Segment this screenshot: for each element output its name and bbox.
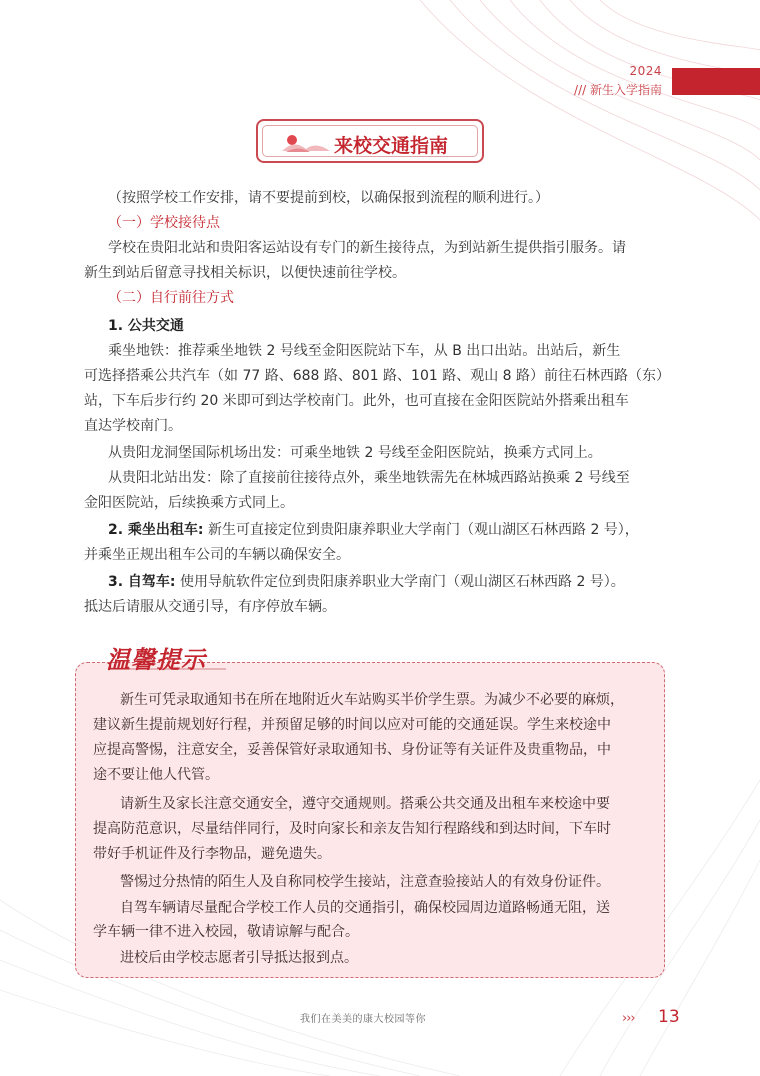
self-drive-text: 使用导航软件定位到贵阳康养职业大学南门（观山湖区石林西路 2 号）。 bbox=[175, 574, 625, 590]
taxi-label: 2. 乘坐出租车: bbox=[108, 522, 204, 538]
airport-route: 从贵阳龙洞堡国际机场出发：可乘坐地铁 2 号线至金阳医院站，换乘方式同上。 bbox=[108, 445, 602, 461]
tips-line-1: 新生可凭录取通知书在所在地附近火车站购买半价学生票。为减少不必要的麻烦， bbox=[120, 692, 624, 708]
tips-line-8: 警惕过分热情的陌生人及自称同校学生接站，注意查验接站人的有效身份证件。 bbox=[120, 874, 610, 890]
section1-heading: （一）学校接待点 bbox=[108, 215, 220, 231]
footer-slogan: 我们在美美的康大校园等你 bbox=[300, 1014, 426, 1025]
tips-line-6: 提高防范意识，尽量结伴同行，及时向家长和亲友告知行程路线和到达时间，下车时 bbox=[93, 821, 611, 837]
footer-chevrons-icon: ››› bbox=[622, 1011, 635, 1026]
public-transport-heading: 1. 公共交通 bbox=[108, 318, 184, 334]
header-accent-bar bbox=[672, 68, 760, 95]
page-title: 来校交通指南 bbox=[334, 135, 449, 157]
tips-line-2: 建议新生提前规划好行程，并预留足够的时间以应对可能的交通延误。学生来校途中 bbox=[93, 717, 611, 733]
taxi-text: 新生可直接定位到贵阳康养职业大学南门（观山湖区石林西路 2 号）， bbox=[203, 522, 639, 538]
section1-text-line2: 新生到站后留意寻找相关标识，以便快速前往学校。 bbox=[84, 265, 406, 281]
self-drive-label: 3. 自驾车: bbox=[108, 574, 176, 590]
subway-line3: 站，下车后步行约 20 米即可到达学校南门。此外，也可直接在金阳医院站外搭乘出租车 bbox=[84, 393, 629, 409]
north-station-line1: 从贵阳北站出发：除了直接前往接待点外，乘坐地铁需先在林城西路站换乘 2 号线至 bbox=[108, 470, 630, 486]
tips-line-5: 请新生及家长注意交通安全，遵守交通规则。搭乘公共交通及出租车来校途中要 bbox=[120, 796, 610, 812]
page-number: 13 bbox=[658, 1007, 680, 1027]
header-year: 2024 bbox=[629, 64, 662, 78]
section2-heading: （二）自行前往方式 bbox=[108, 290, 234, 306]
tips-line-10: 学车辆一律不进入校园，敬请谅解与配合。 bbox=[93, 924, 359, 940]
header-subtitle: /// 新生入学指南 bbox=[574, 83, 662, 97]
self-drive-line1 bbox=[108, 570, 668, 595]
mountain-sun-icon bbox=[280, 131, 332, 155]
tips-line-4: 途不要让他人代管。 bbox=[93, 767, 219, 783]
subway-line2: 可选择搭乘公共汽车（如 77 路、688 路、801 路、101 路、观山 8 路）前往石林西路（东） bbox=[84, 368, 671, 384]
page-title-frame bbox=[256, 119, 484, 163]
tips-line-9: 自驾车辆请尽量配合学校工作人员的交通指引，确保校园周边道路畅通无阻，送 bbox=[120, 900, 610, 916]
taxi-line2: 并乘坐正规出租车公司的车辆以确保安全。 bbox=[84, 547, 350, 563]
taxi-line1 bbox=[108, 518, 668, 543]
tips-line-7: 带好手机证件及行李物品，避免遗失。 bbox=[93, 846, 331, 862]
tips-line-3: 应提高警惕，注意安全，妥善保管好录取通知书、身份证等有关证件及贵重物品，中 bbox=[93, 742, 611, 758]
self-drive-line2: 抵达后请服从交通引导，有序停放车辆。 bbox=[84, 599, 336, 615]
tips-title: 温馨提示 bbox=[106, 645, 206, 674]
subway-line4: 直达学校南门。 bbox=[84, 418, 182, 434]
subway-line1: 乘坐地铁：推荐乘坐地铁 2 号线至金阳医院站下车，从 B 出口出站。出站后，新生 bbox=[108, 343, 621, 359]
tips-line-11: 进校后由学校志愿者引导抵达报到点。 bbox=[120, 950, 358, 966]
section1-text-line1: 学校在贵阳北站和贵阳客运站设有专门的新生接待点，为到站新生提供指引服务。请 bbox=[108, 240, 626, 256]
intro-note: （按照学校工作安排，请不要提前到校，以确保报到流程的顺利进行。） bbox=[108, 190, 549, 206]
north-station-line2: 金阳医院站，后续换乘方式同上。 bbox=[84, 495, 294, 511]
